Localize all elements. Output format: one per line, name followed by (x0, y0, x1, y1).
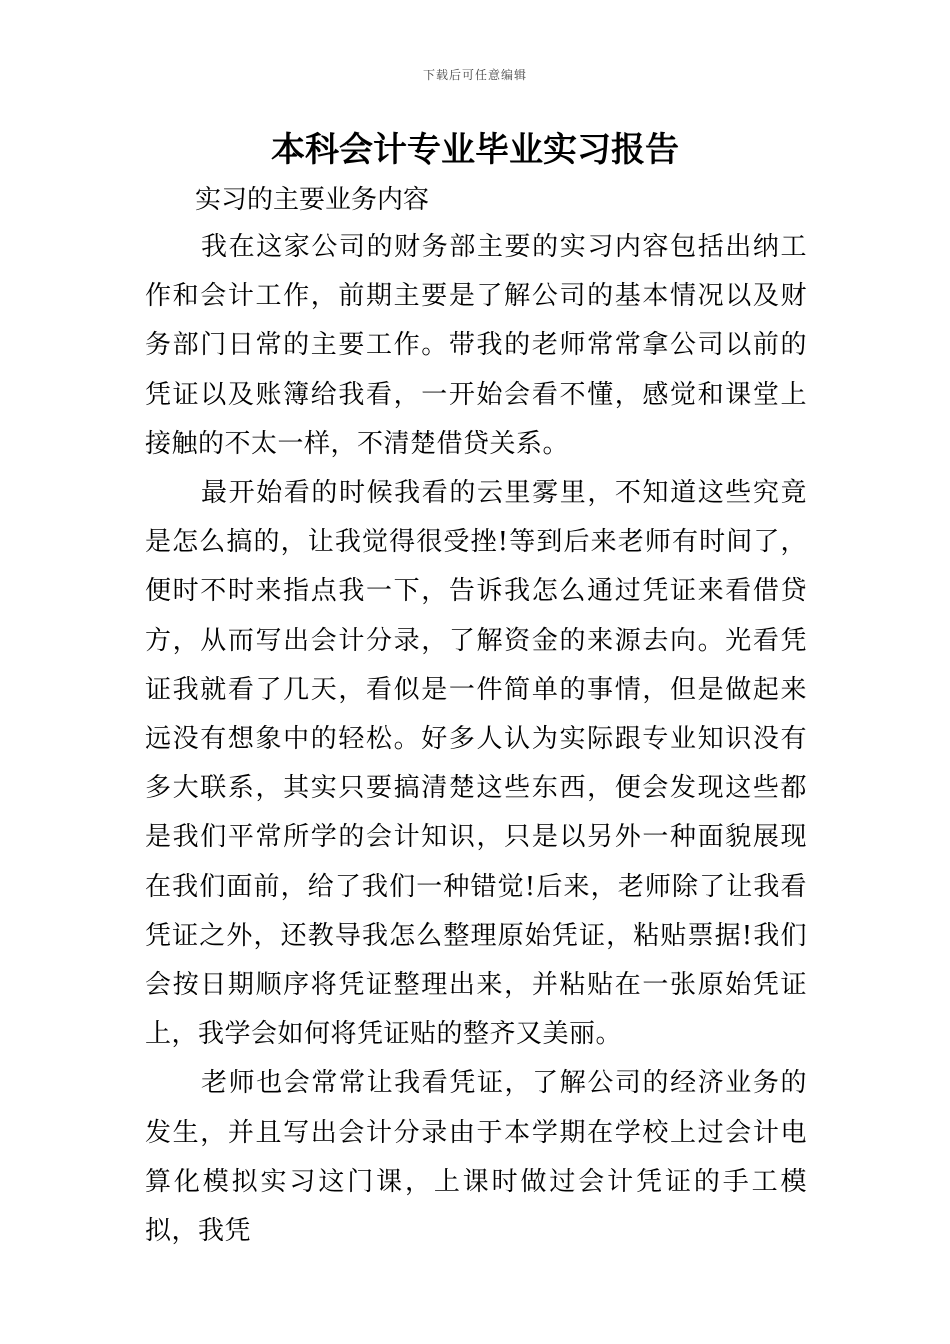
paragraph: 最开始看的时候我看的云里雾里，不知道这些究竟是怎么搞的，让我觉得很受挫!等到后来老师有时间了，便时不时来指点我一下，告诉我怎么通过凭证来看借贷方，从而写出会计分录，了解资金的来源去向。光看凭证我就看了几天，看似是一件简单的事情，但是做起来远没有想象中的轻松。好多人认为实际跟专业知识没有多大联系，其实只要搞清楚这些东西，便会发现这些都是我们平常所学的会计知识，只是以另外一种面貌展现在我们面前，给了我们一种错觉!后来，老师除了让我看凭证之外，还教导我怎么整理原始凭证，粘贴票据!我们会按日期顺序将凭证整理出来，并粘贴在一张原始凭证上，我学会如何将凭证贴的整齐又美丽。 (145, 478, 807, 1050)
paragraph: 老师也会常常让我看凭证，了解公司的经济业务的发生，并且写出会计分录由于本学期在学校上过会计电算化模拟实习这门课，上课时做过会计凭证的手工模拟，我凭 (145, 1068, 807, 1247)
header-note: 下载后可任意编辑 (422, 68, 527, 82)
document-title: 本科会计专业毕业实习报告 (271, 130, 679, 170)
section-heading: 实习的主要业务内容 (195, 185, 430, 215)
paragraph: 我在这家公司的财务部主要的实习内容包括出纳工作和会计工作，前期主要是了解公司的基本情况以及财务部门日常的主要工作。带我的老师常常拿公司以前的凭证以及账簿给我看，一开始会看不懂，感觉和课堂上接触的不太一样，不清楚借贷关系。 (145, 232, 807, 459)
document-body (145, 177, 807, 1256)
